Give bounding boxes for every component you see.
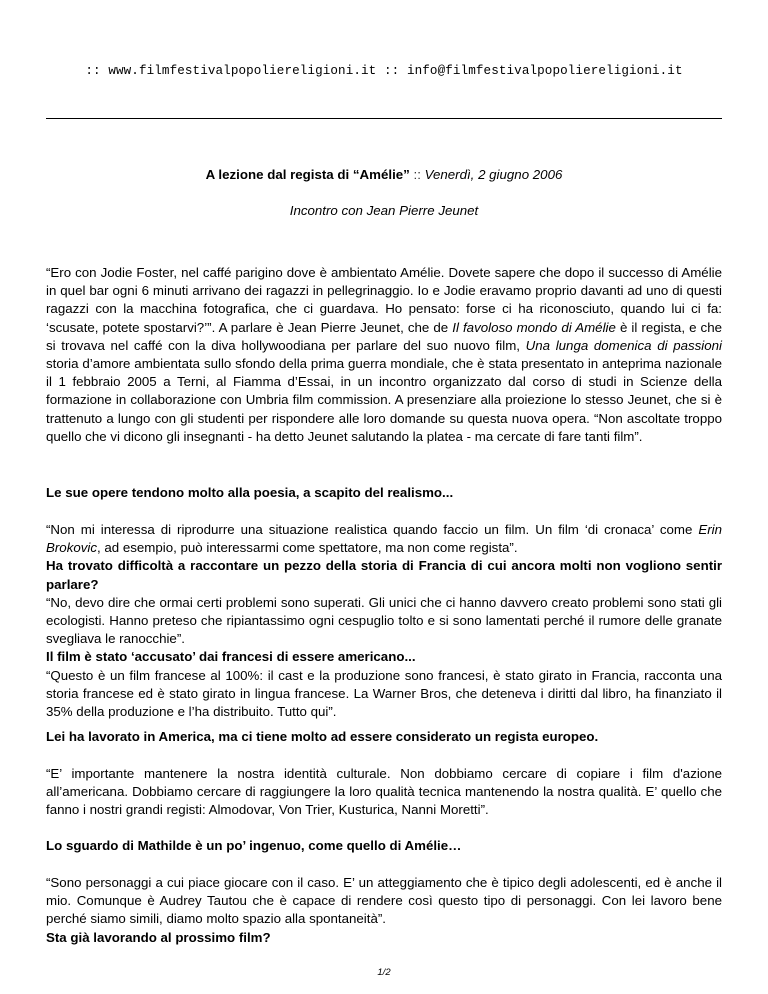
answer-1-film-title: Erin Brokovic (46, 522, 722, 556)
intro-text-2: è il regista, e che si trovava nel caffé con la diva hollywoodiana per parlare del suo nuovo film, (46, 319, 722, 353)
question-4-text: Lei ha lavorato in America, ma ci tiene molto ad essere considerato un regista europeo. (46, 729, 599, 744)
horizontal-rule (46, 118, 722, 119)
page-number: 1/2 (377, 967, 391, 978)
answer-4-text: “E’ importante mantenere la nostra identità culturale. Non dobbiamo cercare di copiare i film d'azione all’americana. Dobbiamo cercare di raggiungere la loro qualità tecnica mantenendo la nostra qualità. E’ quello che fanno i nostri grandi registi: Almodovar, Von Trier, Kusturica, Nanni Moretti”. (46, 766, 722, 818)
question-1 (46, 484, 722, 502)
question-2: Ha trovato difficoltà a raccontare un pezzo della storia di Francia di cui ancora molti non vogliono sentir parlare? (46, 558, 722, 592)
intro-film-title-2: Una lunga domenica di passioni (525, 337, 722, 353)
article-title (0, 167, 768, 182)
question-5 (46, 837, 722, 855)
answer-4 (46, 765, 722, 820)
intro-film-title-1: Il favoloso mondo di Amélie (452, 319, 616, 335)
title-separator: :: (413, 167, 421, 182)
question-3: Il film è stato ‘accusato’ dai francesi di essere americano... (46, 649, 416, 665)
intro-text-3: storia d’amore ambientata sullo sfondo della prima guerra mondiale, che è stata presentato in anteprima nazionale il 1 febbraio 2005 a Terni, al Fiamma d’Essai, in un incontro organizzato dal corso di studi in Scienze della formazione in collaborazione con Umbria film commission. A presenziare alla proiezione lo stesso Jeunet, che si è trattenuto a lungo con gli studenti per rispondere alle loro domande su questa nuova opera. “Non ascoltate troppo quello che vi dicono gli insegnanti - ha detto Jeunet salutando la platea - ma cercate di fare tanti film”. (46, 356, 722, 444)
title-main: A lezione dal regista di “Amélie” (205, 167, 410, 182)
question-4 (46, 728, 722, 746)
answer-1-text-2: , ad esempio, può interessarmi come spettatore, ma non come regista”. (97, 540, 518, 556)
title-date: Venerdì, 2 giugno 2006 (424, 167, 563, 182)
answer-1 (46, 521, 722, 721)
intro-text-1: “Ero con Jodie Foster, nel caffé parigino dove è ambientato Amélie. Dovete sapere che dopo il successo di Amélie in quel bar ogni 6 minuti arrivano dei ragazzi in pellegrinaggio. Io e Jodie eravamo proprio davanti ad uno di questi ragazzi con la macchina fotografica, che ci guardava. Ho pensato: forse ci ha riconosciuto, quando lui ci fa: ‘scusate, potete spostarvi?’”. A parlare è Jean Pierre Jeunet, che de (46, 265, 722, 335)
question-6: Sta già lavorando al prossimo film? (46, 929, 271, 945)
intro-paragraph (46, 264, 722, 446)
answer-1-text-1: “Non mi interessa di riprodurre una situazione realistica quando faccio un film. Un film ‘di cronaca’ come (46, 522, 699, 537)
answer-5-text: “Sono personaggi a cui piace giocare con il caso. E’ un atteggiamento che è tipico degli adolescenti, ed è anche il mio. Comunque è Audrey Tautou che è capace di rendere così questo tipo di personaggi. Con lei lavoro bene perché siamo simili, diamo molto spazio alla spontaneità”. (46, 875, 722, 927)
answer-2: “No, devo dire che ormai certi problemi sono superati. Gli unici che ci hanno davvero creato problemi sono stati gli ecologisti. Hanno preteso che ripiantassimo ogni cespuglio tolto e si sono lamentati perché il rumore delle granate svegliava le ranocchie”. (46, 594, 722, 647)
answer-3: “Questo è un film francese al 100%: il cast e la produzione sono francesi, è stato girato in Francia, racconta una storia francese ed è stato girato in lingua francese. La Warner Bros, che deteneva i diritti dal libro, ha finanziato il 35% della produzione e l’ha distribuito. Tutto qui”. (46, 667, 722, 720)
answer-5 (46, 874, 722, 947)
question-1-text: Le sue opere tendono molto alla poesia, a scapito del realismo... (46, 485, 454, 500)
question-5-text: Lo sguardo di Mathilde è un po’ ingenuo, come quello di Amélie… (46, 838, 462, 853)
article-subtitle: Incontro con Jean Pierre Jeunet (289, 203, 479, 218)
header-links: :: www.filmfestivalpopoliereligioni.it :: info@filmfestivalpopoliereligioni.it (85, 64, 683, 78)
